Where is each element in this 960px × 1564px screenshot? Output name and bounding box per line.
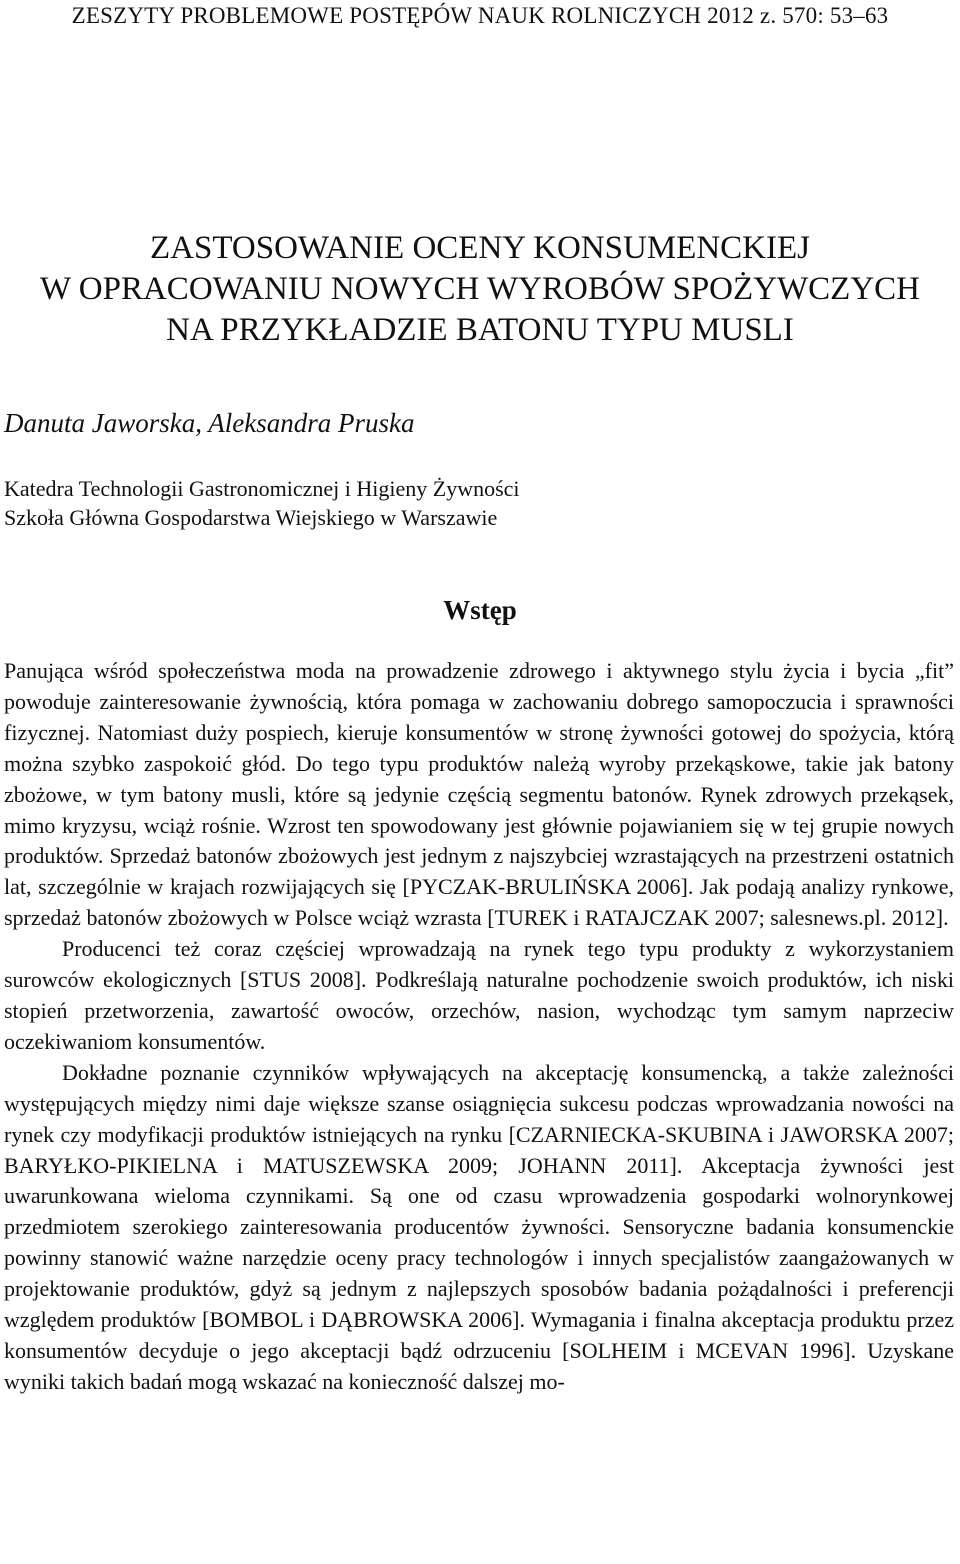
affiliation-line: Katedra Technologii Gastronomicznej i Higieny Żywności: [4, 476, 520, 501]
article-title: [0, 228, 960, 351]
article-title-line: ZASTOSOWANIE OCENY KONSUMENCKIEJ: [150, 230, 810, 266]
body-paragraph: Panująca wśród społeczeństwa moda na prowadzenie zdrowego i aktywnego stylu życia i bycia „fit” powoduje zainteresowanie żywnością, która pomaga w zachowaniu dobrego samopoczucia i sprawności fizycznej. Natomiast duży pospiech, kieruje konsumentów w stronę żywności gotowej do spożycia, którą można szybko zaspokoić głód. Do tego typu produktów należą wyroby przekąskowe, takie jak batony zbożowe, w tym batony musli, które są jedynie częścią segmentu batonów. Rynek zdrowych przekąsek, mimo kryzysu, wciąż rośnie. Wzrost ten spowodowany jest głównie pojawianiem się w tej grupie nowych produktów. Sprzedaż batonów zbożowych jest jednym z najszybciej wzrastających na przestrzeni ostatnich lat, szczególnie w krajach rozwijających się [PYCZAK-BRULIŃSKA 2006]. Jak podają analizy rynkowe, sprzedaż batonów zbożowych w Polsce wciąż wzrasta [TUREK i RATAJCZAK 2007; salesnews.pl. 2012].: [4, 658, 954, 931]
body-paragraph: Producenci też coraz częściej wprowadzają na rynek tego typu produkty z wykorzystaniem surowców ekologicznych [STUS 2008]. Podkreślają naturalne pochodzenie swoich produktów, ich niski stopień przetworzenia, zawartość owoców, orzechów, nasion, wychodząc tym samym naprzeciw oczekiwaniom konsumentów.: [4, 936, 954, 1054]
article-title-line: NA PRZYKŁADZIE BATONU TYPU MUSLI: [166, 312, 794, 348]
affiliation-line: Szkoła Główna Gospodarstwa Wiejskiego w Warszawie: [4, 505, 498, 530]
section-body: [4, 656, 954, 1398]
article-authors: Danuta Jaworska, Aleksandra Pruska: [4, 408, 415, 438]
article-affiliation: [4, 474, 520, 532]
section-heading: Wstęp: [443, 595, 517, 625]
body-paragraph: Dokładne poznanie czynników wpływających na akceptację konsumencką, a także zależności występujących między nimi daje większe szanse osiągnięcia sukcesu podczas wprowadzania nowości na rynek czy modyfikacji produktów istniejących na rynku [CZARNIECKA-SKUBINA i JAWORSKA 2007; BARYŁKO-PIKIELNA i MATUSZEWSKA 2009; JOHANN 2011]. Akceptacja żywności jest uwarunkowana wieloma czynnikami. Są one od czasu wprowadzenia gospodarki wolnorynkowej przedmiotem szerokiego zainteresowania producentów żywności. Sensoryczne badania konsumenckie powinny stanowić ważne narzędzie oceny pracy technologów i innych specjalistów zaangażowanych w projektowanie produktów, gdyż są jednym z najlepszych sposobów badania pożądalności i preferencji względem produktów [BOMBOL i DĄBROWSKA 2006]. Wymagania i finalna akceptacja produktu przez konsumentów decyduje o jego akceptacji bądź odrzuceniu [SOLHEIM i MCEVAN 1996]. Uzyskane wyniki takich badań mogą wskazać na konieczność dalszej mo-: [4, 1059, 954, 1394]
article-title-line: W OPRACOWANIU NOWYCH WYROBÓW SPOŻYWCZYCH: [39, 271, 920, 307]
journal-header: ZESZYTY PROBLEMOWE POSTĘPÓW NAUK ROLNICZYCH 2012 z. 570: 53–63: [71, 3, 889, 28]
